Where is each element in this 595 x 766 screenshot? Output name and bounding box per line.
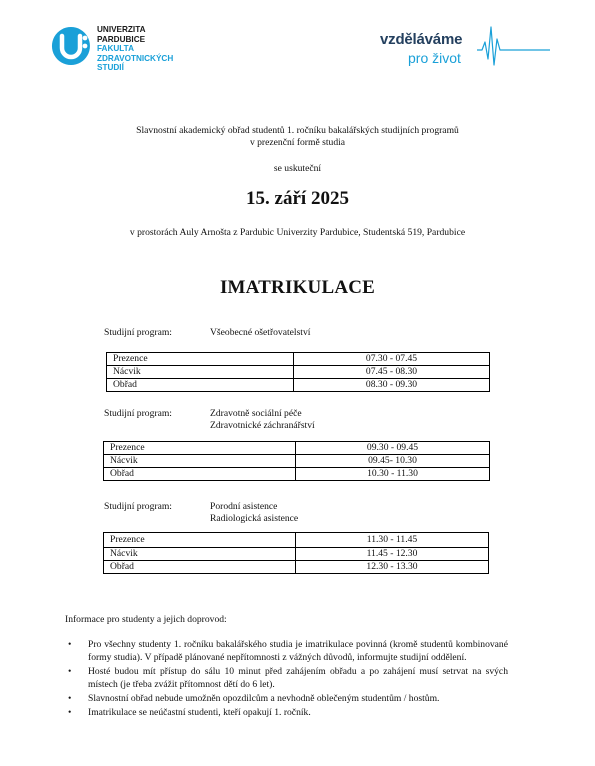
- row-time: 11.30 - 11.45: [296, 533, 489, 548]
- row-label: Obřad: [107, 379, 294, 392]
- row-label: Nácvik: [107, 366, 294, 379]
- program-names: [210, 408, 315, 432]
- list-item: • Imatrikulace se neúčastní studenti, kteří opakují 1. ročník.: [63, 706, 508, 719]
- row-label: Prezence: [104, 442, 296, 455]
- row-time: 11.45 - 12.30: [296, 548, 489, 561]
- row-label: Nácvik: [104, 455, 296, 468]
- program-name: Porodní asistence: [210, 501, 278, 512]
- table-row: [107, 366, 490, 379]
- row-label: Obřad: [104, 561, 296, 574]
- program-names: [210, 501, 298, 525]
- table-row: [104, 455, 490, 468]
- row-label: Prezence: [107, 353, 294, 366]
- row-time: 12.30 - 13.30: [296, 561, 489, 574]
- intro-text: [0, 125, 595, 149]
- logo-line-university: UNIVERZITA: [97, 25, 146, 34]
- row-time: 10.30 - 11.30: [296, 468, 490, 481]
- table-row: [104, 442, 490, 455]
- takes-place-text: se uskuteční: [273, 163, 322, 174]
- event-place: v prostorách Auly Arnošta z Pardubic Univerzity Pardubice, Studentská 519, Pardubice: [129, 227, 466, 238]
- logo-line-faculty: FAKULTA: [97, 44, 134, 54]
- table-row: [107, 379, 490, 392]
- logo-line-health: ZDRAVOTNICKÝCH: [97, 53, 174, 63]
- table-row: [104, 548, 489, 561]
- slogan-line2: pro život: [408, 50, 461, 66]
- intro-line1: Slavnostní akademický obřad studentů 1. ročníku bakalářských studijních programů: [136, 125, 459, 136]
- row-label: Prezence: [104, 533, 296, 548]
- event-date: 15. září 2025: [246, 188, 349, 209]
- program-label: Studijní program:: [104, 327, 172, 338]
- list-item: • Hosté budou mít přístup do sálu 10 minut před zahájením obřadu a po zahájení musí setrvat na svých místech (je třeba zvážit přítomnost dětí do 6 let).: [63, 665, 508, 691]
- program-label: Studijní program:: [104, 408, 172, 419]
- page-title: IMATRIKULACE: [219, 277, 376, 298]
- row-label: Obřad: [104, 468, 296, 481]
- info-list: [63, 638, 508, 720]
- slogan-logo: [380, 25, 550, 70]
- table-row: [104, 468, 490, 481]
- table-row: [107, 353, 490, 366]
- row-time: 08.30 - 09.30: [294, 379, 490, 392]
- program-name: Všeobecné ošetřovatelství: [210, 327, 311, 338]
- list-item: • Pro všechny studenty 1. ročníku bakalářského studia je imatrikulace povinná (kromě studentů kombinované formy studia). V případě plánované nepřítomnosti z vážných důvodů, informujte studijní oddělení.: [63, 638, 508, 664]
- logo-line-pardubice: PARDUBICE: [97, 34, 146, 44]
- schedule-table: [103, 532, 489, 574]
- table-row: [104, 561, 489, 574]
- program-name: Radiologická asistence: [210, 513, 299, 524]
- info-title: Informace pro studenty a jejich doprovod:: [65, 614, 227, 625]
- slogan-line1: vzděláváme: [380, 31, 463, 48]
- table-row: [104, 533, 489, 548]
- row-time: 07.30 - 07.45: [294, 353, 490, 366]
- program-label: Studijní program:: [104, 501, 172, 512]
- logo-line-studies: STUDIÍ: [97, 63, 124, 73]
- university-u-icon: [50, 26, 92, 66]
- list-item: • Slavnostní obřad nebude umožněn opozdilcům a nevhodně oblečeným studentům / hostům.: [63, 692, 508, 705]
- university-logo-text: [97, 25, 173, 73]
- row-label: Nácvik: [104, 548, 296, 561]
- intro-line2: v prezenční formě studia: [249, 137, 346, 148]
- row-time: 09.30 - 09.45: [296, 442, 490, 455]
- program-name: Zdravotnické záchranářství: [210, 420, 315, 431]
- row-time: 07.45 - 08.30: [294, 366, 490, 379]
- row-time: 09.45- 10.30: [296, 455, 490, 468]
- program-name: Zdravotně sociální péče: [210, 408, 302, 419]
- heartbeat-wave-icon: [477, 25, 550, 70]
- program-names: [210, 327, 310, 339]
- schedule-table: [106, 352, 490, 392]
- schedule-table: [103, 441, 490, 481]
